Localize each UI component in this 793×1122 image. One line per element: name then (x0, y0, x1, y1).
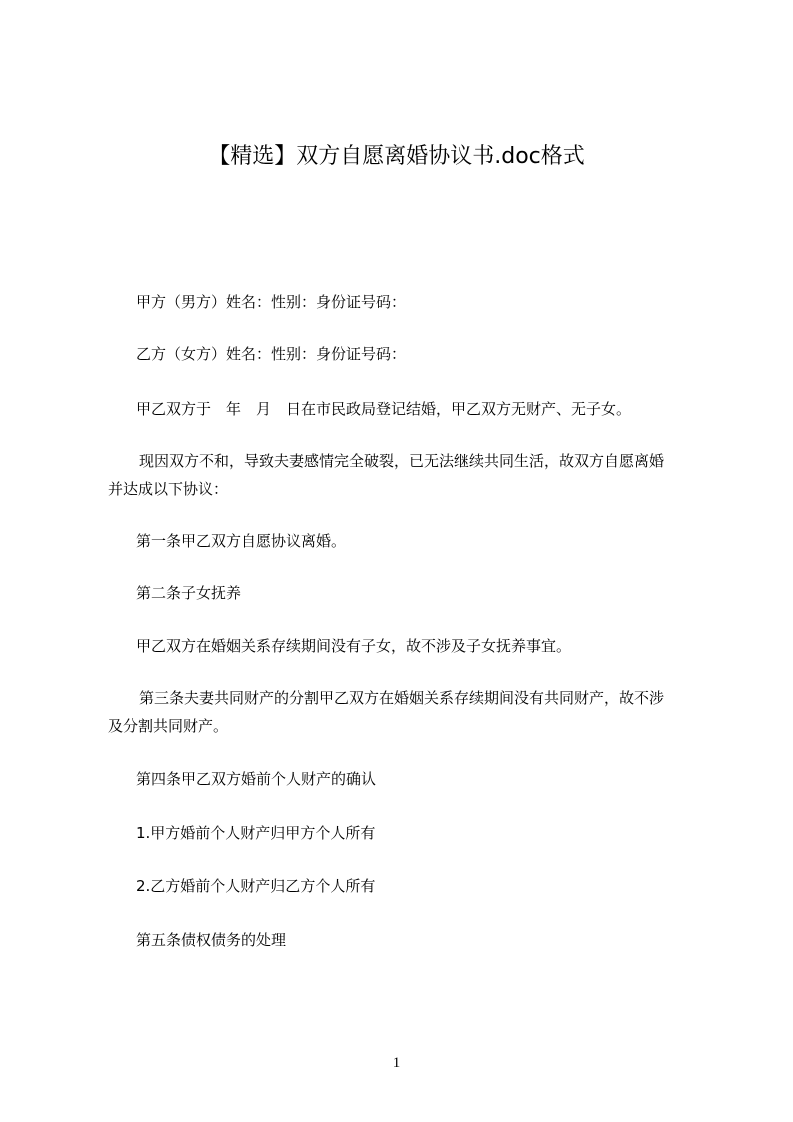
party-b-line: 乙方（女方）姓名：性别：身份证号码： (136, 345, 407, 363)
article-1: 第一条甲乙双方自愿协议离婚。 (136, 532, 347, 550)
article-2-body: 甲乙双方在婚姻关系存续期间没有子女，故不涉及子女抚养事宜。 (136, 637, 572, 655)
article-5-heading: 第五条债权债务的处理 (136, 931, 287, 949)
article-3-cont: 及分割共同财产。 (108, 717, 229, 735)
party-a-line: 甲方（男方）姓名：性别：身份证号码： (136, 293, 407, 311)
article-4-item-1: 1.甲方婚前个人财产归甲方个人所有 (136, 824, 376, 842)
document-title: 【精选】双方自愿离婚协议书.doc格式 (208, 144, 585, 169)
article-4-item-2: 2.乙方婚前个人财产归乙方个人所有 (136, 877, 376, 895)
marriage-date-line: 甲乙双方于 年 月 日在市民政局登记结婚，甲乙双方无财产、无子女。 (136, 400, 632, 418)
page-number: 1 (392, 1055, 401, 1071)
article-3: 第三条夫妻共同财产的分割甲乙双方在婚姻关系存续期间没有共同财产，故不涉 (139, 689, 665, 707)
article-2-heading: 第二条子女抚养 (136, 584, 242, 602)
paragraph-reason: 现因双方不和，导致夫妻感情完全破裂，已无法继续共同生活，故双方自愿离婚 (139, 452, 665, 470)
paragraph-reason-cont: 并达成以下协议： (108, 480, 229, 498)
article-4-heading: 第四条甲乙双方婚前个人财产的确认 (136, 770, 377, 788)
